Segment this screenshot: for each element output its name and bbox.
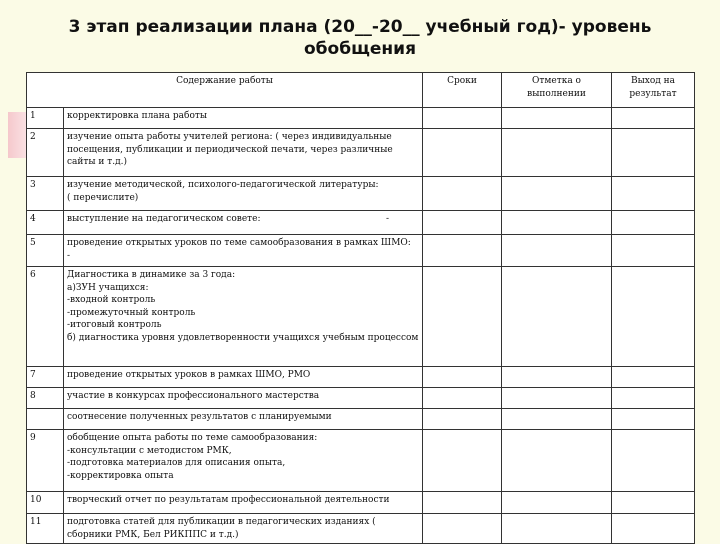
row-text: проведение открытых уроков в рамках ШМО, РМО	[64, 367, 423, 388]
row-number: 5	[27, 235, 64, 267]
row-mark-cell	[502, 367, 612, 388]
row-deadline-cell	[423, 409, 502, 430]
row-deadline-cell	[423, 108, 502, 129]
row-number: 6	[27, 267, 64, 367]
row-number	[27, 409, 64, 430]
header-result-output: Выход на результат	[612, 73, 695, 108]
page-title	[0, 16, 720, 60]
row-number: 9	[27, 430, 64, 492]
table-row	[27, 177, 695, 211]
table-row	[27, 108, 695, 129]
row-deadline-cell	[423, 235, 502, 267]
row-text: обобщение опыта работы по теме самообразования: -консультации с методистом РМК, -подготовка материалов для описания опыта, -корректировка опыта	[64, 430, 423, 492]
row-number: 8	[27, 388, 64, 409]
table-row	[27, 409, 695, 430]
row-text: творческий отчет по результатам профессиональной деятельности	[64, 492, 423, 514]
row-result-cell	[612, 211, 695, 235]
row-number: 7	[27, 367, 64, 388]
row-deadline-cell	[423, 267, 502, 367]
row-mark-cell	[502, 492, 612, 514]
row-result-cell	[612, 267, 695, 367]
header-completion-mark: Отметка о выполнении	[502, 73, 612, 108]
row-deadline-cell	[423, 211, 502, 235]
row-mark-cell	[502, 177, 612, 211]
row-deadline-cell	[423, 129, 502, 177]
row-result-cell	[612, 492, 695, 514]
row-result-cell	[612, 129, 695, 177]
row-text: подготовка статей для публикации в педагогических изданиях ( сборники РМК, Бел РИКППС и т.д.)	[64, 514, 423, 544]
row-result-cell	[612, 177, 695, 211]
row-text: корректировка плана работы	[64, 108, 423, 129]
row-text: изучение опыта работы учителей региона: ( через индивидуальные посещения, публикации и периодической печати, через различные сайты и т.д.)	[64, 129, 423, 177]
row-mark-cell	[502, 388, 612, 409]
title-line-1: 3 этап реализации плана (20__-20__ учебный год)- уровень	[68, 17, 652, 37]
table-row	[27, 235, 695, 267]
table-row	[27, 129, 695, 177]
table-row	[27, 514, 695, 544]
row-result-cell	[612, 367, 695, 388]
table-row	[27, 430, 695, 492]
row-mark-cell	[502, 129, 612, 177]
row-mark-cell	[502, 211, 612, 235]
row-mark-cell	[502, 267, 612, 367]
row-number: 1	[27, 108, 64, 129]
row-number: 3	[27, 177, 64, 211]
row-text: участие в конкурсах профессионального мастерства	[64, 388, 423, 409]
row-deadline-cell	[423, 388, 502, 409]
row-mark-cell	[502, 235, 612, 267]
row-result-cell	[612, 108, 695, 129]
table-row	[27, 388, 695, 409]
title-line-2: обобщения	[304, 39, 416, 59]
row-deadline-cell	[423, 367, 502, 388]
row-mark-cell	[502, 108, 612, 129]
row-text: соотнесение полученных результатов с планируемыми	[64, 409, 423, 430]
row-text: изучение методической, психолого-педагогической литературы: ( перечислите)	[64, 177, 423, 211]
row-result-cell	[612, 514, 695, 544]
row-deadline-cell	[423, 177, 502, 211]
row-deadline-cell	[423, 514, 502, 544]
row-result-cell	[612, 430, 695, 492]
header-deadlines: Сроки	[423, 73, 502, 108]
row-mark-cell	[502, 409, 612, 430]
row-number: 2	[27, 129, 64, 177]
row-text: Диагностика в динамике за 3 года: а)ЗУН учащихся: -входной контроль -промежуточный контроль -итоговый контроль б) диагностика уровня удовлетворенности учащихся учебным процессом	[64, 267, 423, 367]
table-row	[27, 367, 695, 388]
row-number: 11	[27, 514, 64, 544]
row-text: выступление на педагогическом совете:	[67, 214, 261, 224]
header-content: Содержание работы	[27, 73, 423, 108]
row-deadline-cell	[423, 492, 502, 514]
table-row	[27, 211, 695, 235]
row-mark-cell	[502, 430, 612, 492]
row-mark-cell	[502, 514, 612, 544]
table-row	[27, 492, 695, 514]
row-dash: -	[385, 214, 389, 224]
row-text: проведение открытых уроков по теме самообразования в рамках ШМО: -	[64, 235, 423, 267]
row-result-cell	[612, 388, 695, 409]
row-result-cell	[612, 409, 695, 430]
row-number: 4	[27, 211, 64, 235]
table-header-row	[27, 73, 695, 108]
row-text-cell	[64, 211, 423, 235]
plan-table	[26, 72, 695, 544]
table-row	[27, 267, 695, 367]
row-result-cell	[612, 235, 695, 267]
row-deadline-cell	[423, 430, 502, 492]
row-number: 10	[27, 492, 64, 514]
